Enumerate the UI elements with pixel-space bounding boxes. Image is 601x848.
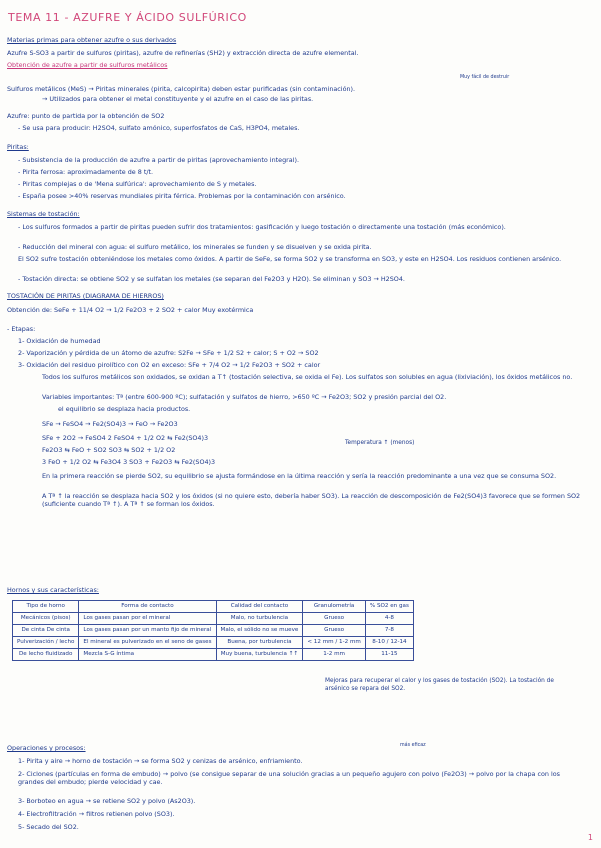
page-number: 1 [587,833,593,842]
reaction: 3 FeO + 1/2 O2 ⇆ Fe3O4 3 SO3 + Fe2O3 ⇆ Fe2(SO4)3 [42,458,216,466]
section-heading: TOSTACIÓN DE PIRITAS (DIAGRAMA DE HIERROS) [7,292,164,300]
cell: Buena, por turbulencia [216,637,303,649]
cell: 7-8 [365,625,413,637]
line: Todos los sulfuros metálicos son oxidados, se oxidan a T↑ (tostación selectiva, se oxida el Fe). Los sulfatos son solubles en agua (lixiviación), los óxidos metálicos no. [42,373,573,381]
section-heading: Sistemas de tostación: [7,210,80,218]
table-row [13,613,414,625]
cell: 8-10 / 12-14 [365,637,413,649]
line: - Piritas complejas o de 'Mena sulfúrica': aprovechamiento de S y metales. [18,180,257,188]
line: - Los sulfuros formados a partir de piritas pueden sufrir dos tratamientos: gasificación y luego tostación o directamente una tostación (más económico). [18,223,506,231]
line: el equilibrio se desplaza hacia productos. [58,405,191,413]
page-title: TEMA 11 - AZUFRE Y ÁCIDO SULFÚRICO [8,11,247,24]
cell: 4-8 [365,613,413,625]
line: - Etapas: [7,325,36,333]
line: 4- Electrofiltración → filtros retienen polvo (SO3). [18,810,175,818]
cell: < 12 mm / 1-2 mm [303,637,366,649]
line: Azufre: punto de partida por la obtención de SO2 [7,112,165,120]
line: - España posee >40% reservas mundiales pirita férrica. Problemas por la contaminación con arsénico. [18,192,346,200]
cell: Malo, el sólido no se mueve [216,625,303,637]
reaction: SFe + 2O2 → FeSO4 2 FeSO4 + 1/2 O2 ⇆ Fe2(SO4)3 [42,434,209,442]
table-header-row [13,601,414,613]
header-cell: Calidad del contacto [216,601,303,613]
header-cell: Forma de contacto [79,601,216,613]
line: 1- Pirita y aire → horno de tostación → se forma SO2 y cenizas de arsénico, enfriamiento. [18,757,303,765]
line: Sulfuros metálicos (MeS) → Piritas minerales (pirita, calcopirita) deben estar purificadas (sin contaminación). [7,85,356,93]
ovens-table [12,600,414,661]
margin-note: más eficaz [400,743,426,748]
line: → Utilizados para obtener el metal constituyente y el azufre en el caso de las piritas. [42,95,314,103]
cell: Pulverización / lecho [13,637,79,649]
reaction: Obtención de: SeFe + 11/4 O2 → 1/2 Fe2O3 + 2 SO2 + calor Muy exotérmica [7,306,254,314]
section-heading: Operaciones y procesos: [7,744,86,752]
cell: De cinta De cinta [13,625,79,637]
section-heading: Hornos y sus características: [7,586,99,594]
header-cell: Tipo de horno [13,601,79,613]
line: - Subsistencia de la producción de azufre a partir de piritas (aprovechamiento integral). [18,156,299,164]
cell: El mineral es pulverizado en el seno de gases [79,637,216,649]
cell: Los gases pasan por un manto fijo de mineral [79,625,216,637]
line: 1- Oxidación de humedad [18,337,101,345]
cell: Grueso [303,625,366,637]
subtitle: Materias primas para obtener azufre o sus derivados [7,36,177,44]
table-row [13,649,414,661]
line: Azufre S-SO3 a partir de sulfuros (piritas), azufre de refinerías (SH2) y extracción directa de azufre elemental. [7,49,359,57]
cell: De lecho fluidizado [13,649,79,661]
line: 2- Ciclones (partículas en forma de embudo) → polvo (se consigue separar de una solución gracias a un pequeño agujero con polvo (Fe2O3) → polvo por la chapa con los grandes del embudo; pierde velocidad y cae. [18,770,560,786]
cell: Los gases pasan por el mineral [79,613,216,625]
line: Variables importantes: Tª (entre 600-900 ºC); sulfatación y sulfatos de hierro, >650 ºC → Fe2O3; SO2 y presión parcial del O2. [42,393,447,401]
header-cell: % SO2 en gas [365,601,413,613]
table-row [13,637,414,649]
reaction: SFe → FeSO4 → Fe2(SO4)3 → FeO → Fe2O3 [42,420,178,428]
line: El SO2 sufre tostación obteniéndose los metales como óxidos. A partir de SeFe, se forma SO2 y se transforma en SO3, y este en H2SO4. Los residuos contienen arsénico. [18,255,562,263]
cell: Mezcla S-G íntima [79,649,216,661]
line: 5- Secado del SO2. [18,823,79,831]
line: A Tª ↑ la reacción se desplaza hacia SO2 y los óxidos (si no quiere esto, debería haber SO3). La reacción de descomposición de Fe2(SO4)3 favorece que se formen SO2 (suficiente cuando Tª ↑). A Tª ↑ se forman los óxidos. [42,492,581,508]
line: - Se usa para producir: H2SO4, sulfato amónico, superfosfatos de CaS, H3PO4, metales. [18,124,300,132]
line: 2- Vaporización y pérdida de un átomo de azufre: S2Fe → SFe + 1/2 S2 + calor; S + O2 → SO2 [18,349,319,357]
temperature-note: Temperatura ↑ (menos) [345,440,415,446]
table-row [13,625,414,637]
cell: Mecánicos (pisos) [13,613,79,625]
section-heading: Obtención de azufre a partir de sulfuros metálicos [7,61,168,69]
section-heading: Piritas: [7,143,29,151]
line: - Pirita ferrosa: aproximadamente de 8 t/t. [18,168,154,176]
cell: 1-2 mm [303,649,366,661]
line: - Tostación directa: se obtiene SO2 y se sulfatan los metales (se separan del Fe2O3 y H2O). Se eliminan y SO3 → H2SO4. [18,275,405,283]
line: - Reducción del mineral con agua: el sulfuro metálico, los minerales se funden y se disuelven y se oxida pirita. [18,243,372,251]
line: 3- Oxidación del residuo pirolítico con O2 en exceso: SFe + 7/4 O2 → 1/2 Fe2O3 + SO2 + calor [18,361,321,369]
cell: Grueso [303,613,366,625]
cell: Muy buena, turbulencia ↑↑ [216,649,303,661]
margin-note: Muy fácil de destruir [460,75,510,80]
reaction: Fe2O3 ⇆ FeO + SO2 SO3 ⇆ SO2 + 1/2 O2 [42,446,176,454]
side-note: Mejoras para recuperar el calor y los gases de tostación (SO2). La tostación de arsénico se repara del SO2. [325,678,554,692]
cell: Malo, no turbulencia [216,613,303,625]
cell: 11-15 [365,649,413,661]
header-cell: Granulometría [303,601,366,613]
line: 3- Borboteo en agua → se retiene SO2 y polvo (As2O3). [18,797,196,805]
line: En la primera reacción se pierde SO2, su equilibrio se ajusta formándose en la última reacción y sería la reacción predominante a una vez que se consuma SO2. [42,472,557,480]
